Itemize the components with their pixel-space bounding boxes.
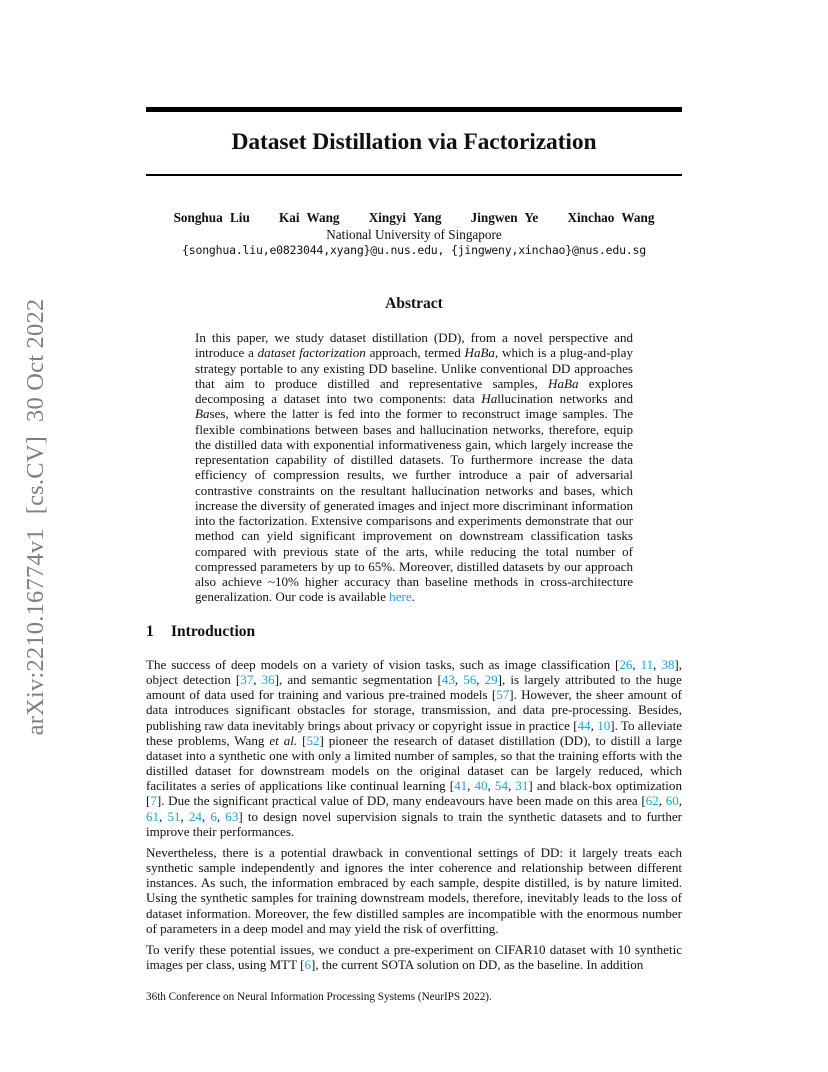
citation-link[interactable]: 10	[597, 717, 611, 733]
conference-footer: 36th Conference on Neural Information Processing Systems (NeurIPS 2022).	[146, 991, 492, 1003]
section-number: 1	[146, 623, 154, 640]
citation-link[interactable]: 52	[306, 732, 320, 748]
paragraph-text: ] to design novel supervision signals to train the synthetic datasets and to further improve their performances.	[146, 808, 682, 839]
citation-link[interactable]: 6	[210, 808, 217, 824]
citation-link[interactable]: 29	[484, 672, 498, 688]
citation-link[interactable]: 54	[494, 778, 508, 794]
affiliation: National University of Singapore	[326, 227, 502, 242]
paragraph-text: ,	[590, 717, 598, 733]
intro-paragraph-1	[146, 657, 682, 839]
paragraph-text: The success of deep models on a variety of vision tasks, such as image classification [	[146, 657, 620, 672]
paragraph-text: ,	[487, 778, 495, 794]
paragraph-text: ], and semantic segmentation [	[274, 672, 442, 688]
citation-link[interactable]: 36	[261, 672, 275, 688]
citation-link[interactable]: 60	[665, 793, 679, 809]
arxiv-category: [cs.CV]	[22, 435, 49, 515]
paragraph-text: ,	[678, 793, 682, 809]
citation-link[interactable]: 38	[661, 657, 675, 672]
citation-link[interactable]: 62	[645, 793, 659, 809]
author-emails: {songhua.liu,e0823044,xyang}@u.nus.edu, {jingweny,xinchao}@nus.edu.sg	[182, 243, 646, 257]
abstract-body: In this paper, we study dataset distillation (DD), from a novel perspective and introduce a dataset factorization approach, termed HaBa, which is a plug-and-play strategy portable to any existing DD baseline. Unlike conventional DD approaches that aim to produce distilled and representative samples, HaBa explores decomposing a dataset into two components: data Hallucination networks and Bases, where the latter is fed into the former to reconstruct image samples. The flexible combinations between bases and hallucination networks, therefore, equip the distilled data with exponential informativeness gain, which largely increase the representation capability of distilled datasets. To furthermore increase the data efficiency of compression results, we further introduce a pair of adversarial contrastive constraints on the resultant hallucination networks and bases, which increase the diversity of generated images and inject more discriminant information into the factorization. Extensive comparisons and experiments demonstrate that our method can yield significant improvement on downstream classification tasks compared with previous state of the arts, while reducing the total number of compressed parameters by up to 65%. Moreover, distilled datasets by our approach also achieve ~10% higher accuracy than baseline methods in cross-architecture generalization. Our code is available here.	[195, 330, 633, 605]
paragraph-text: ,	[658, 793, 666, 809]
paragraph-text: ,	[253, 672, 262, 688]
citation-link[interactable]: 56	[463, 672, 477, 688]
citation-link[interactable]: 43	[441, 672, 455, 688]
citation-link[interactable]: 26	[619, 657, 633, 672]
paragraph-text: ]. However, the sheer amount of data introduces significant obstacles for storage, transmission, and data pre-processing. Besides, publishing raw data inevitably brings about privacy or copyright issue in practice [	[146, 687, 682, 733]
citation-link[interactable]: 7	[150, 793, 157, 809]
paragraph-text: ] and black-box optimization [	[146, 778, 682, 809]
citation-link[interactable]: 40	[474, 778, 488, 794]
paragraph-text: ,	[216, 808, 226, 824]
arxiv-date: 30 Oct 2022	[22, 298, 49, 422]
section-title: Introduction	[171, 623, 256, 640]
citation-link[interactable]: 24	[188, 808, 202, 824]
paragraph-text: ,	[507, 778, 516, 794]
paper-title: Dataset Distillation via Factorization	[231, 129, 597, 155]
paragraph-text: ,	[476, 672, 485, 688]
citation-link[interactable]: 51	[167, 808, 181, 824]
citation-link[interactable]: 11	[640, 657, 654, 672]
citation-link[interactable]: 61	[146, 808, 160, 824]
code-link[interactable]: here	[389, 589, 412, 605]
citation-link[interactable]: 41	[454, 778, 468, 794]
citation-link[interactable]: 63	[225, 808, 239, 824]
intro-paragraph-3: To verify these potential issues, we conduct a pre-experiment on CIFAR10 dataset with 10 synthetic images per class, using MTT [6], the current SOTA solution on DD, as the baseline. In addition	[146, 941, 682, 972]
paragraph-text: et al.	[269, 732, 298, 748]
citation-link[interactable]: 37	[240, 672, 254, 688]
citation-link[interactable]: 31	[515, 778, 529, 794]
paragraph-text: ], object detection [	[146, 657, 683, 688]
paragraph-text: ,	[201, 808, 211, 824]
paragraph-text: ,	[180, 808, 189, 824]
paragraph-text: ,	[454, 672, 464, 688]
citation-link[interactable]: 6	[304, 956, 311, 972]
title-bottom-rule	[146, 174, 682, 176]
paragraph-text: ,	[653, 657, 662, 672]
paragraph-text: ,	[159, 808, 168, 824]
author-list: Songhua Liu Kai Wang Xingyi Yang Jingwen Ye Xinchao Wang	[173, 210, 655, 225]
paragraph-text: ]. Due the significant practical value of DD, many endeavours have been made on this area [	[156, 793, 646, 809]
paragraph-text: ,	[467, 778, 475, 794]
arxiv-id: arXiv:2210.16774v1	[22, 528, 49, 736]
introduction-body	[146, 657, 682, 978]
paragraph-text: ]. To alleviate these problems, Wang	[146, 717, 682, 748]
abstract-heading: Abstract	[385, 295, 443, 312]
intro-paragraph-2: Nevertheless, there is a potential drawback in conventional settings of DD: it largely treats each synthetic sample independently and ignores the inter coherence and relationship between different instances. As such, the information embraced by each sample, despite distilled, is by nature limited. Using the synthetic samples for training downstream models, therefore, inevitably leads to the loss of dataset information. Moreover, the few distilled samples are incompatible with the enormous number of parameters in a deep model and may yield the risk of overfitting.	[146, 844, 682, 936]
arxiv-stamp	[22, 285, 50, 736]
citation-link[interactable]: 57	[496, 687, 510, 703]
paragraph-text: ], is largely attributed to the huge amount of data used for training and various pre-trained models [	[146, 672, 682, 703]
paragraph-text: ] pioneer the research of dataset distillation (DD), to distill a large dataset into a synthetic one with only a limited number of samples, so that the training efforts with the distilled dataset for downstream models on the original dataset can be largely reduced, which facilitates a series of applications like continual learning [	[146, 732, 682, 794]
paragraph-text: [	[297, 732, 307, 748]
paragraph-text: ,	[632, 657, 641, 672]
citation-link[interactable]: 44	[577, 717, 591, 733]
title-top-rule	[146, 107, 682, 112]
